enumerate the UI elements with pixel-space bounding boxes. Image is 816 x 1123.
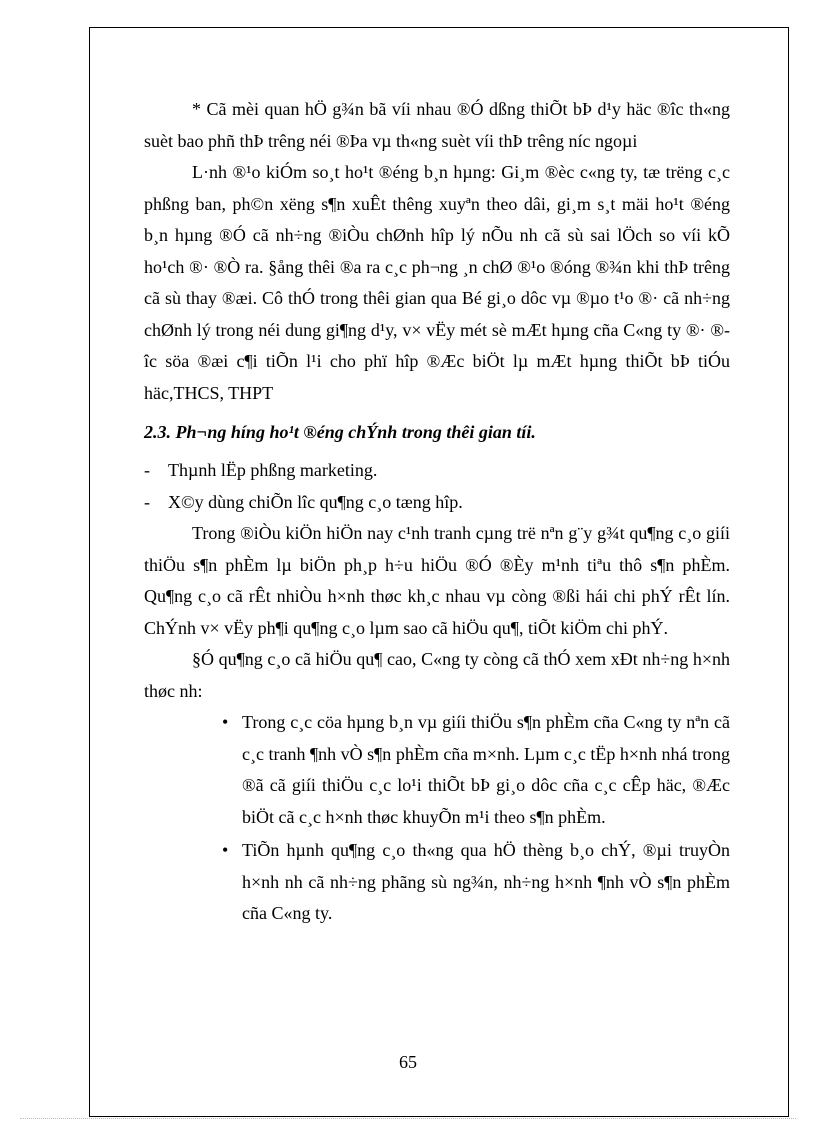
bullet-list xyxy=(144,707,730,930)
section-heading: 2.3. Ph¬ng híng ho¹t ®éng chÝnh trong thêi gian tíi. xyxy=(144,422,536,442)
list-item: - X©y dùng chiÕn lîc qu¶ng c¸o tæng hîp. xyxy=(144,487,730,519)
paragraph-relationship: * Cã mèi quan hÖ g¾n bã víi nhau ®Ó dßng thiÕt bÞ d¹y häc ®îc th«ng suèt bao phñ thÞ trêng néi ®Þa vµ th«ng suèt víi thÞ trêng níc ngoµi xyxy=(144,99,730,151)
bullet-text: TiÕn hµnh qu¶ng c¸o th«ng qua hÖ thèng b¸o chÝ, ®µi truyÒn h×nh nh cã nh÷ng phãng sù ng¾n, nh÷ng h×nh ¶nh vÒ s¶n phÈm cña C«ng ty. xyxy=(242,840,730,923)
bullet-icon: • xyxy=(222,712,229,732)
dash-list xyxy=(144,455,730,518)
list-item xyxy=(222,835,730,930)
paragraph-advertising: Trong ®iÒu kiÖn hiÖn nay c¹nh tranh cµng trë nªn g¨y g¾t qu¶ng c¸o giíi thiÖu s¶n phÈm lµ biÖn ph¸p h÷u hiÖu ®Ó ®Èy m¹nh tiªu thô s¶n phÈm. Qu¶ng c¸o cã rÊt nhiÒu h×nh thøc kh¸c nhau vµ còng ®ßi hái chi phÝ rÊt lín. ChÝnh v× vËy ph¶i qu¶ng c¸o lµm sao cã hiÖu qu¶, tiÕt kiÖm chi phÝ. xyxy=(144,523,730,638)
paragraph-advertising-forms: §Ó qu¶ng c¸o cã hiÖu qu¶ cao, C«ng ty còng cã thÓ xem xÐt nh÷ng h×nh thøc nh: xyxy=(144,649,730,701)
page-bottom-divider xyxy=(20,1118,796,1119)
bullet-text: Trong c¸c cöa hµng b¸n vµ giíi thiÖu s¶n phÈm cña C«ng ty nªn cã c¸c tranh ¶nh vÒ s¶n phÈm cña m×nh. Lµm c¸c tËp h×nh nhá trong ®ã cã giíi thiÖu c¸c lo¹i thiÕt bÞ gi¸o dôc cña c¸c cÊp häc, ®Æc biÖt cã c¸c h×nh thøc khuyÕn m¹i theo s¶n phÈm. xyxy=(242,712,730,827)
list-item xyxy=(222,707,730,833)
document-body xyxy=(144,94,730,932)
page-number: 65 xyxy=(399,1052,417,1072)
list-item: - Thµnh lËp phßng marketing. xyxy=(144,455,730,487)
bullet-icon: • xyxy=(222,840,229,860)
paragraph-sales-control: L·nh ®¹o kiÓm so¸t ho¹t ®éng b¸n hµng: Gi¸m ®èc c«ng ty, tæ trëng c¸c phßng ban, ph©n xëng s¶n xuÊt thêng xuyªn theo dâi, gi¸m s¸t mäi ho¹t ®éng b¸n hµng ®Ó cã nh÷ng ®iÒu chØnh hîp lý nÕu nh cã sù sai lÖch so víi kÕ ho¹ch ®· ®Ò ra. §ång thêi ®a ra c¸c ph¬ng ¸n chØ ®¹o ®óng ®¾n khi thÞ trêng cã sù thay ®æi. Cô thÓ trong thêi gian qua Bé gi¸o dôc vµ ®µo t¹o ®· cã nh÷ng chØnh lý trong néi dung gi¶ng d¹y, v× vËy mét sè mÆt hµng cña C«ng ty ®· ®îc söa ®æi c¶i tiÕn l¹i cho phï hîp ®Æc biÖt lµ mÆt hµng thiÕt bÞ tiÓu häc,THCS, THPT xyxy=(144,162,730,403)
